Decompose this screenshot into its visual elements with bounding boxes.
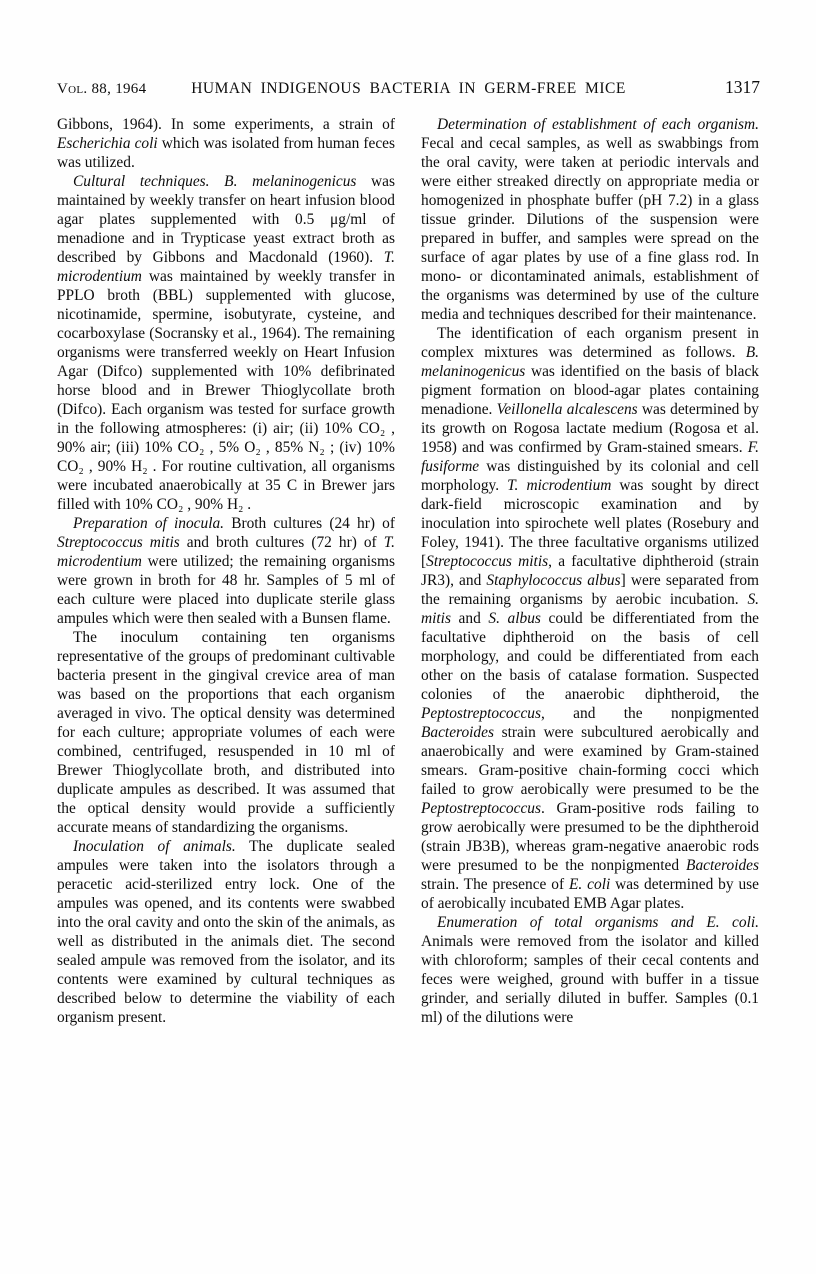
italic-text-run: T. microdentium [57,249,395,285]
text-run: Broth cultures (24 hr) of [224,515,395,532]
text-run: which was isolated from human feces was utilized. [57,135,395,171]
running-title: HUMAN INDIGENOUS BACTERIA IN GERM-FREE MICE [191,80,626,97]
text-run: Gibbons, 1964). In some experiments, a strain of [57,116,395,133]
italic-text-run: Escherichia coli [57,135,158,152]
text-run: The duplicate sealed ampules were taken into the isolators through a peracetic acid-sterilized entry lock. One of the ampules was opened, and its contents were swabbed into the oral cavity and onto the skin of the animals, as well as distributed in the animals diet. The second sealed ampule was removed from the isolator, and its contents were examined by cultural techniques as described below to determine the viability of each organism present. [57,838,395,1026]
text-run: The identification of each organism present in complex mixtures was determined as follows. [421,325,759,361]
italic-text-run: S. mitis [421,591,759,627]
paragraph [57,172,395,514]
paragraph [421,913,759,1027]
paragraph [421,115,759,324]
text-run: was determined by its growth on Rogosa lactate medium (Rogosa et al. 1958) and was confirmed by Gram-stained smears. [421,401,759,456]
text-column-right [421,115,759,1027]
text-run: could be differentiated from the facultative diphtheroid on the basis of cell morphology, and could be differentiated from each other on the basis of catalase formation. Suspected colonies of the anaerobic diphtheroid, the [421,610,760,703]
page-number: 1317 [725,77,760,97]
italic-text-run: Bacteroides [421,724,494,741]
text-column-left [57,115,395,1027]
paragraph [57,115,395,172]
italic-text-run: T. microdentium [57,534,395,570]
italic-text-run: Cultural techniques. B. melaninogenicus [73,173,357,190]
italic-text-run: Determination of establishment of each organism. [437,116,759,133]
italic-text-run: E. coli [569,876,611,893]
text-run: and broth cultures (72 hr) of [179,534,384,551]
journal-volume-date: Vol. 88, 1964 [57,81,147,97]
text-run: was determined by use of aerobically incubated EMB Agar plates. [421,876,759,912]
text-run: , a facultative diphtheroid (strain JR3), and [421,553,759,589]
paragraph [57,837,395,1027]
italic-text-run: Peptostreptococcus [421,800,541,817]
italic-text-run: F. fusiforme [421,439,759,475]
text-run: was maintained by weekly transfer on heart infusion blood agar plates supplemented with 0.5 μg/ml of menadione and in Trypticase yeast extract broth as described by Gibbons and Macdonald (1960). [57,173,395,266]
italic-text-run: Inoculation of animals. [73,838,236,855]
italic-text-run: Streptococcus mitis [57,534,180,551]
text-run: Fecal and cecal samples, as well as swabbings from the oral cavity, were taken at periodic intervals and were either streaked directly on appropriate media or homogenized in phosphate buffer (pH 7.2) in a glass tissue grinder. Dilutions of the suspension were prepared in buffer, and samples were spread on the surface of agar plates by use of a fine glass rod. In mono- or dicontaminated animals, establishment of the organisms was determined by use of the culture media and techniques described for their maintenance. [421,135,759,323]
italic-text-run: Streptococcus mitis [426,553,549,570]
italic-text-run: Preparation of inocula. [73,515,225,532]
article-body [57,115,760,1027]
paragraph [57,514,395,628]
text-run: . Gram-positive rods failing to grow aerobically were presumed to be the diphtheroid (strain JB3B), whereas gram-negative anaerobic rods were presumed to be the nonpigmented [421,800,759,874]
text-run: Animals were removed from the isolator and killed with chloroform; samples of their cecal contents and feces were weighed, ground with buffer in a tissue grinder, and serially diluted in buffer. Samples (0.1 ml) of the dilutions were [421,933,759,1026]
text-run: , and the nonpigmented [540,705,759,722]
text-run: was identified on the basis of black pigment formation on blood-agar plates containing menadione. [421,363,759,418]
italic-text-run: Peptostreptococcus [421,705,541,722]
paragraph [57,628,395,837]
text-run: The inoculum containing ten organisms representative of the groups of predominant cultivable bacteria present in the gingival crevice area of man was based on the proportions that each organism averaged in vivo. The optical density was determined for each culture; appropriate volumes of each were combined, centrifuged, resuspended in 10 ml of Brewer Thioglycollate broth, and distributed into duplicate ampules as described. It was assumed that the optical density would provide a sufficiently accurate means of standardizing the organisms. [57,629,395,836]
text-run: was sought by direct dark-field microscopic examination and by inoculation into spirochete well plates (Rosebury and Foley, 1941). The three facultative organisms utilized [ [421,477,759,570]
italic-text-run: Staphylococcus albus [486,572,621,589]
italic-text-run: B. melaninogenicus [421,344,759,380]
text-run: were utilized; the remaining organisms were grown in broth for 48 hr. Samples of 5 ml of each culture were placed into duplicate sterile glass ampules which were then sealed with a Bunsen flame. [57,553,395,627]
paragraph [421,324,759,913]
italic-text-run: Bacteroides [686,857,759,874]
text-run: was distinguished by its colonial and cell morphology. [421,458,759,494]
italic-text-run: Enumeration of total organisms and E. coli. [437,914,759,931]
text-run: ] were separated from the remaining organisms by aerobic incubation. [421,572,759,608]
text-run: strain. The presence of [421,876,570,893]
text-run: strain were subcultured aerobically and anaerobically and were examined by Gram-stained smears. Gram-positive chain-forming cocci which failed to grow aerobically were presumed to be the [421,724,759,798]
text-run: was maintained by weekly transfer in PPLO broth (BBL) supplemented with glucose, nicotinamide, spermine, isobutyrate, cysteine, and cocarboxylase (Socransky et al., 1964). The remaining organisms were transferred weekly on Heart Infusion Agar (Difco) supplemented with 10% defibrinated horse blood and in Brewer Thioglycollate broth (Difco). Each organism was tested for surface growth in the following atmospheres: (i) air; (ii) 10% CO₂ , 90% air; (iii) 10% CO₂ , 5% O₂ , 85% N₂ ; (iv) 10% CO₂ , 90% H₂ . For routine cultivation, all organisms were incubated anaerobically at 35 C in Brewer jars filled with 10% CO₂ , 90% H₂ . [57,268,395,513]
italic-text-run: Veillonella alcalescens [496,401,638,418]
italic-text-run: T. microdentium [507,477,612,494]
page-header [57,77,760,98]
italic-text-run: S. albus [488,610,541,627]
text-run: and [450,610,489,627]
